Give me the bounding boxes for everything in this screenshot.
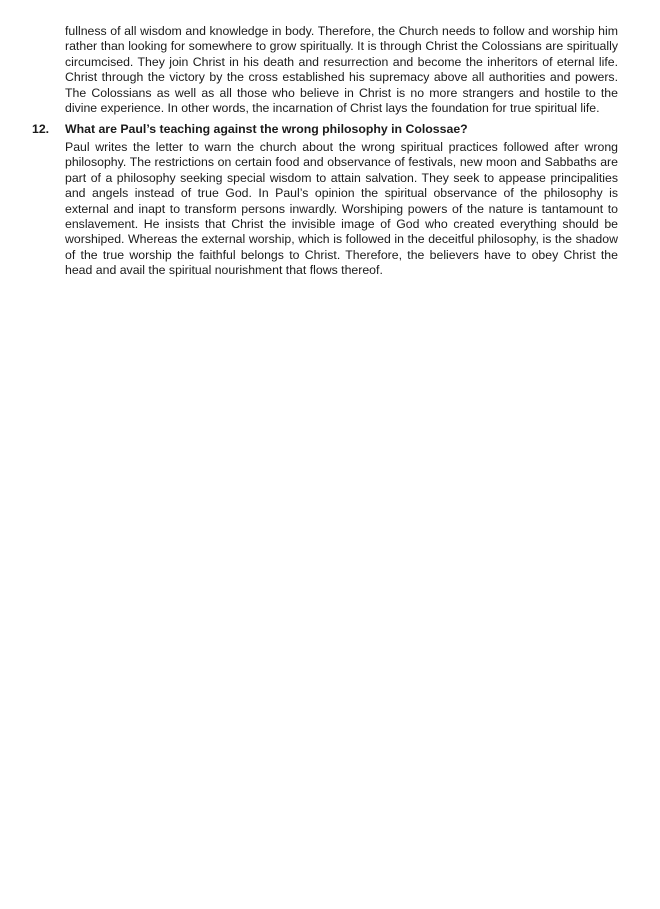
question-text: What are Paul’s teaching against the wrong philosophy in Colossae? <box>65 122 468 136</box>
question-number: 12. <box>32 122 50 136</box>
question-heading <box>0 122 660 140</box>
continuation-paragraph: fullness of all wisdom and knowledge in body. Therefore, the Church needs to follow and worship him rather than looking for somewhere to grow spiritually. It is through Christ the Colossians are spiritually circumcised. They join Christ in his death and resurrection and become the inheritors of eternal life. Christ through the victory by the cross established his supremacy above all authorities and powers. The Colossians as well as all those who believe in Christ is no more strangers and hostile to the divine experience. In other words, the incarnation of Christ lays the foundation for true spiritual life. <box>65 24 618 116</box>
answer-paragraph: Paul writes the letter to warn the church about the wrong spiritual practices followed after wrong philosophy. The restrictions on certain food and observance of festivals, new moon and Sabbaths are part of a philosophy seeking special wisdom to attain salvation. They seek to appease principalities and angels instead of true God. In Paul’s opinion the spiritual observance of the philosophy is external and inapt to transform persons inwardly. Worshiping powers of the nature is tantamount to enslavement. He insists that Christ the invisible image of God who created everything should be worshiped. Whereas the external worship, which is followed in the deceitful philosophy, is the shadow of the true worship the faithful belongs to Christ. Therefore, the believers have to obey Christ the head and avail the spiritual nourishment that flows thereof. <box>65 140 618 278</box>
